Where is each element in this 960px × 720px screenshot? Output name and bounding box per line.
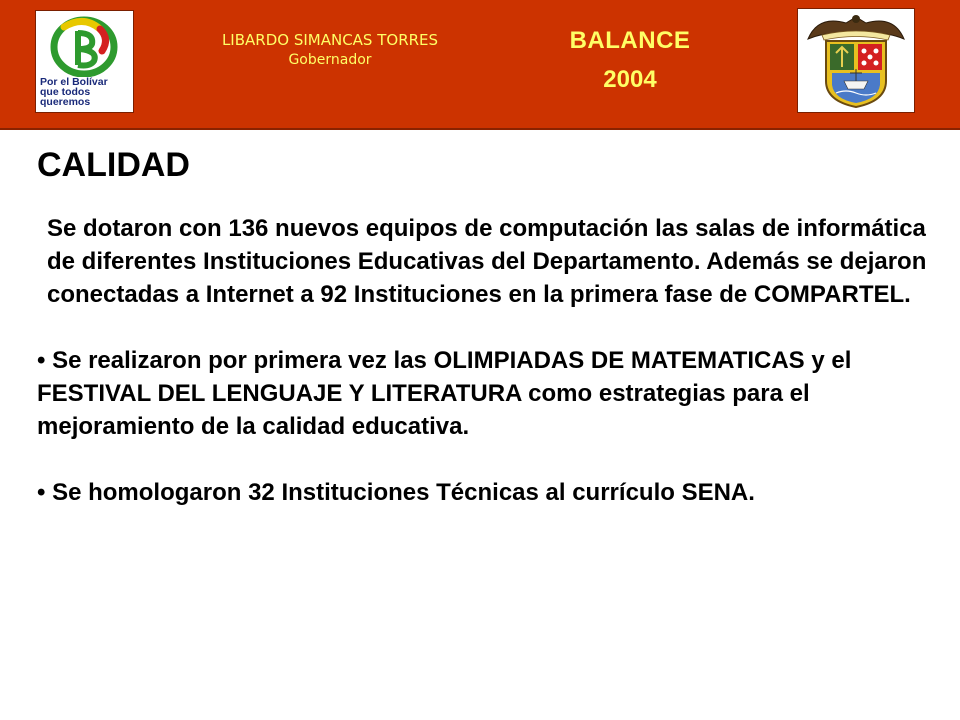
bolivar-logo: [35, 10, 134, 113]
header-banner: [0, 0, 960, 130]
content-body: [37, 212, 957, 509]
bolivar-b-logo-icon: [40, 13, 128, 77]
bullet-olympiads: • Se realizaron por primera vez las OLIMPIADAS DE MATEMATICAS y el FESTIVAL DEL LENGUAJE Y LITERATURA como estrategias para el mejoramiento de la calidad educativa.: [37, 347, 852, 440]
logo-slogan-line: Por el Bolívar: [40, 76, 108, 88]
logo-slogan-line: que todos: [40, 86, 91, 98]
logo-slogan-line: queremos: [40, 96, 91, 108]
bullet-sena: • Se homologaron 32 Instituciones Técnicas al currículo SENA.: [37, 479, 755, 506]
logo-slogan: [40, 77, 130, 107]
governor-title: Gobernador: [288, 52, 372, 68]
balance-year: 2004: [603, 66, 657, 93]
paragraph-equipment: Se dotaron con 136 nuevos equipos de computación las salas de informática de diferentes Instituciones Educativas del Departamento. Además se dejaron conectadas a Internet a 92 Instituciones en la primera fase de COMPARTEL.: [47, 215, 927, 308]
coat-of-arms: [797, 8, 915, 113]
bolivar-coat-of-arms-icon: [798, 9, 914, 112]
balance-label: BALANCE: [569, 27, 691, 54]
governor-name: LIBARDO SIMANCAS TORRES: [221, 31, 439, 49]
section-title: CALIDAD: [37, 146, 190, 184]
